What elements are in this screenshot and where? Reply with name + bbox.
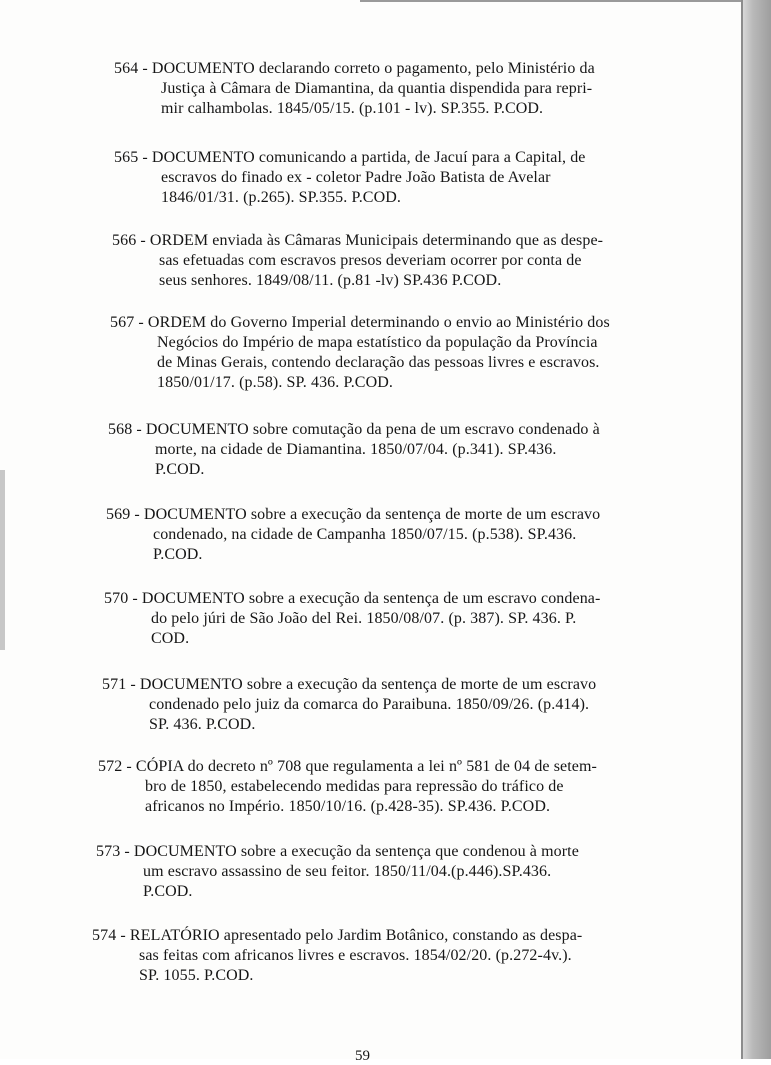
entry-line: africanos no Império. 1850/10/16. (p.428-35). SP.436. P.COD.: [145, 798, 551, 815]
entry-line: Negócios do Império de mapa estatístico da população da Província: [157, 334, 598, 351]
entry-line: Justiça à Câmara de Diamantina, da quantia dispendida para repri-: [161, 80, 593, 97]
entry-line: escravos do finado ex - coletor Padre João Batista de Avelar: [161, 169, 551, 186]
entry-line: 569 - DOCUMENTO sobre a execução da sentença de morte de um escravo: [106, 506, 601, 523]
entry-line: 564 - DOCUMENTO declarando correto o pagamento, pelo Ministério da: [114, 60, 595, 77]
entry-line: morte, na cidade de Diamantina. 1850/07/04. (p.341). SP.436.: [155, 441, 557, 458]
entry-line: COD.: [151, 630, 190, 647]
entry-line: sas efetuadas com escravos presos deveriam ocorrer por conta de: [159, 252, 582, 269]
entry-566: [112, 231, 672, 291]
entry-line: 573 - DOCUMENTO sobre a execução da sentença que condenou à morte: [96, 843, 579, 860]
entry-572: [98, 757, 658, 817]
entry-line: do pelo júri de São João del Rei. 1850/08/07. (p. 387). SP. 436. P.: [151, 610, 577, 627]
entry-line: 565 - DOCUMENTO comunicando a partida, de Jacuí para a Capital, de: [114, 149, 586, 166]
entry-line: 574 - RELATÓRIO apresentado pelo Jardim Botânico, constando as despa-: [92, 927, 583, 944]
entry-line: 572 - CÓPIA do decreto nº 708 que regulamenta a lei nº 581 de 04 de setem-: [98, 758, 597, 775]
page-number: 59: [355, 1048, 370, 1064]
entry-line: mir calhambolas. 1845/05/15. (p.101 - lv). SP.355. P.COD.: [161, 100, 544, 117]
entry-line: 568 - DOCUMENTO sobre comutação da pena de um escravo condenado à: [108, 421, 600, 438]
entry-line: SP. 436. P.COD.: [149, 716, 256, 733]
entry-569: [106, 505, 666, 565]
entry-line: 1846/01/31. (p.265). SP.355. P.COD.: [161, 189, 401, 206]
entry-567: [110, 313, 670, 393]
entry-line: 571 - DOCUMENTO sobre a execução da sentença de morte de um escravo: [102, 676, 597, 693]
entry-573: [96, 842, 656, 902]
entry-line: condenado, na cidade de Campanha 1850/07/15. (p.538). SP.436.: [153, 526, 577, 543]
entry-line: P.COD.: [143, 883, 193, 900]
entry-568: [108, 420, 668, 480]
entry-line: SP. 1055. P.COD.: [139, 967, 254, 984]
entry-574: [92, 926, 652, 986]
entry-570: [104, 589, 664, 649]
entry-line: um escravo assassino de seu feitor. 1850/11/04.(p.446).SP.436.: [143, 863, 552, 880]
entry-line: seus senhores. 1849/08/11. (p.81 -lv) SP.436 P.COD.: [159, 272, 502, 289]
entry-line: bro de 1850, estabelecendo medidas para repressão do tráfico de: [145, 778, 564, 795]
entry-line: 570 - DOCUMENTO sobre a execução da sentença de um escravo condena-: [104, 590, 601, 607]
entry-line: P.COD.: [153, 546, 203, 563]
entry-565: [114, 148, 674, 208]
entry-line: de Minas Gerais, contendo declaração das pessoas livres e escravos.: [157, 354, 600, 371]
entry-564: [114, 59, 674, 119]
entry-line: P.COD.: [155, 461, 205, 478]
entry-line: sas feitas com africanos livres e escravos. 1854/02/20. (p.272-4v.).: [139, 947, 572, 964]
entry-571: [102, 675, 662, 735]
entry-line: 567 - ORDEM do Governo Imperial determinando o envio ao Ministério dos: [110, 314, 610, 331]
entry-line: 566 - ORDEM enviada às Câmaras Municipais determinando que as despe-: [112, 232, 604, 249]
entry-line: condenado pelo juiz da comarca do Paraibuna. 1850/09/26. (p.414).: [149, 696, 590, 713]
entry-line: 1850/01/17. (p.58). SP. 436. P.COD.: [157, 374, 393, 391]
